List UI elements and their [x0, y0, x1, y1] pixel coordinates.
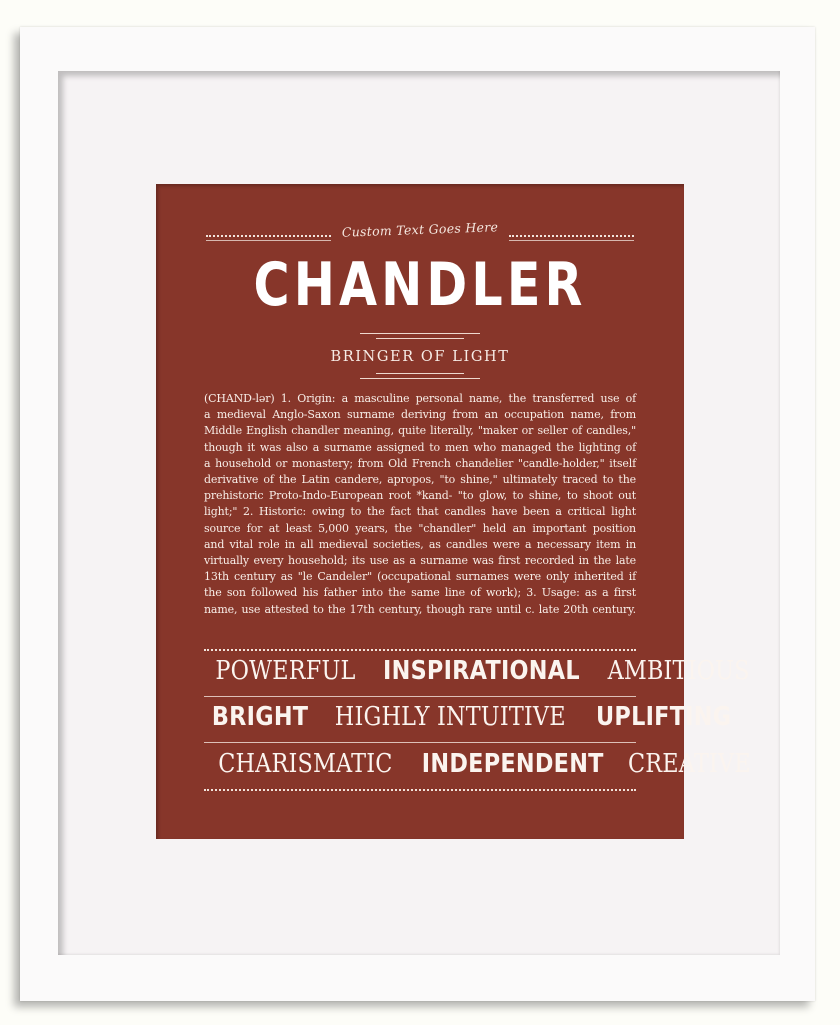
trait-word: BRIGHT [211, 702, 309, 732]
definition-line: 13th century as "le Candeler" (occupational surnames were only inherited if [204, 570, 636, 584]
definition-line: light;" 2. Historic: owing to the fact that candles have been a critical light [204, 505, 636, 519]
definition-line: the son followed his father into the same line of work); 3. Usage: as a first [204, 586, 636, 600]
trait-word: HIGHLY INTUITIVE [334, 702, 566, 732]
definition-line: though it was also a surname assigned to men who managed the lighting of [204, 440, 636, 454]
rule-above-meaning-2 [376, 338, 464, 339]
definition-line: a household or monastery; from Old French chandelier "candle-holder," itself [204, 456, 636, 470]
definition-line: and vital role in all medieval societies, as candles were a necessary item in [204, 537, 636, 551]
trait-word: CREATIVE [628, 749, 751, 779]
trait-word: CHARISMATIC [218, 749, 393, 779]
trait-word: AMBITIOUS [607, 656, 750, 686]
definition-line: Middle English chandler meaning, quite literally, "maker or seller of candles," [204, 424, 636, 438]
rule-below-meaning-1 [376, 373, 464, 374]
name-meaning-print [156, 184, 751, 839]
definition-line: name, use attested to the 17th century, though rare until c. late 20th century. [204, 602, 636, 616]
frame-mat [58, 71, 780, 955]
definition-line: (CHAND-lər) 1. Origin: a masculine personal name, the transferred use of [204, 392, 636, 405]
trait-word: POWERFUL [215, 656, 356, 686]
trait-row-2 [204, 702, 732, 734]
trait-row-1 [204, 656, 750, 688]
definition-line: derivative of the Latin candere, apropos, "to shine," ultimately traced to the [204, 473, 636, 487]
trait-word: UPLIFTING [595, 702, 732, 732]
trait-row-3 [204, 749, 751, 781]
picture-frame [20, 27, 815, 1001]
trait-word: INDEPENDENT [421, 749, 604, 779]
dotted-divider-right [509, 235, 634, 237]
name-definition [204, 391, 636, 618]
name-title: CHANDLER [253, 250, 587, 320]
dotted-divider-traits-bottom [204, 789, 636, 791]
trait-rule-1 [204, 696, 636, 697]
custom-text-row [206, 219, 634, 246]
rule-below-meaning-2 [360, 378, 480, 379]
name-meaning: BRINGER OF LIGHT [330, 349, 510, 365]
trait-word: INSPIRATIONAL [382, 656, 580, 686]
definition-line: source for at least 5,000 years, the "chandler" held an important position [204, 521, 636, 535]
rule-above-meaning-1 [360, 333, 480, 334]
dotted-divider-traits-top [204, 649, 636, 651]
definition-line: a medieval Anglo-Saxon surname deriving from an occupation name, from [204, 408, 636, 422]
definition-line: prehistoric Proto-Indo-European root *kand- "to glow, to shine, to shoot out [204, 489, 636, 503]
trait-rule-2 [204, 742, 636, 743]
definition-line: virtually every household; its use as a surname was first recorded in the late [204, 554, 636, 568]
custom-text: Custom Text Goes Here [341, 219, 499, 240]
